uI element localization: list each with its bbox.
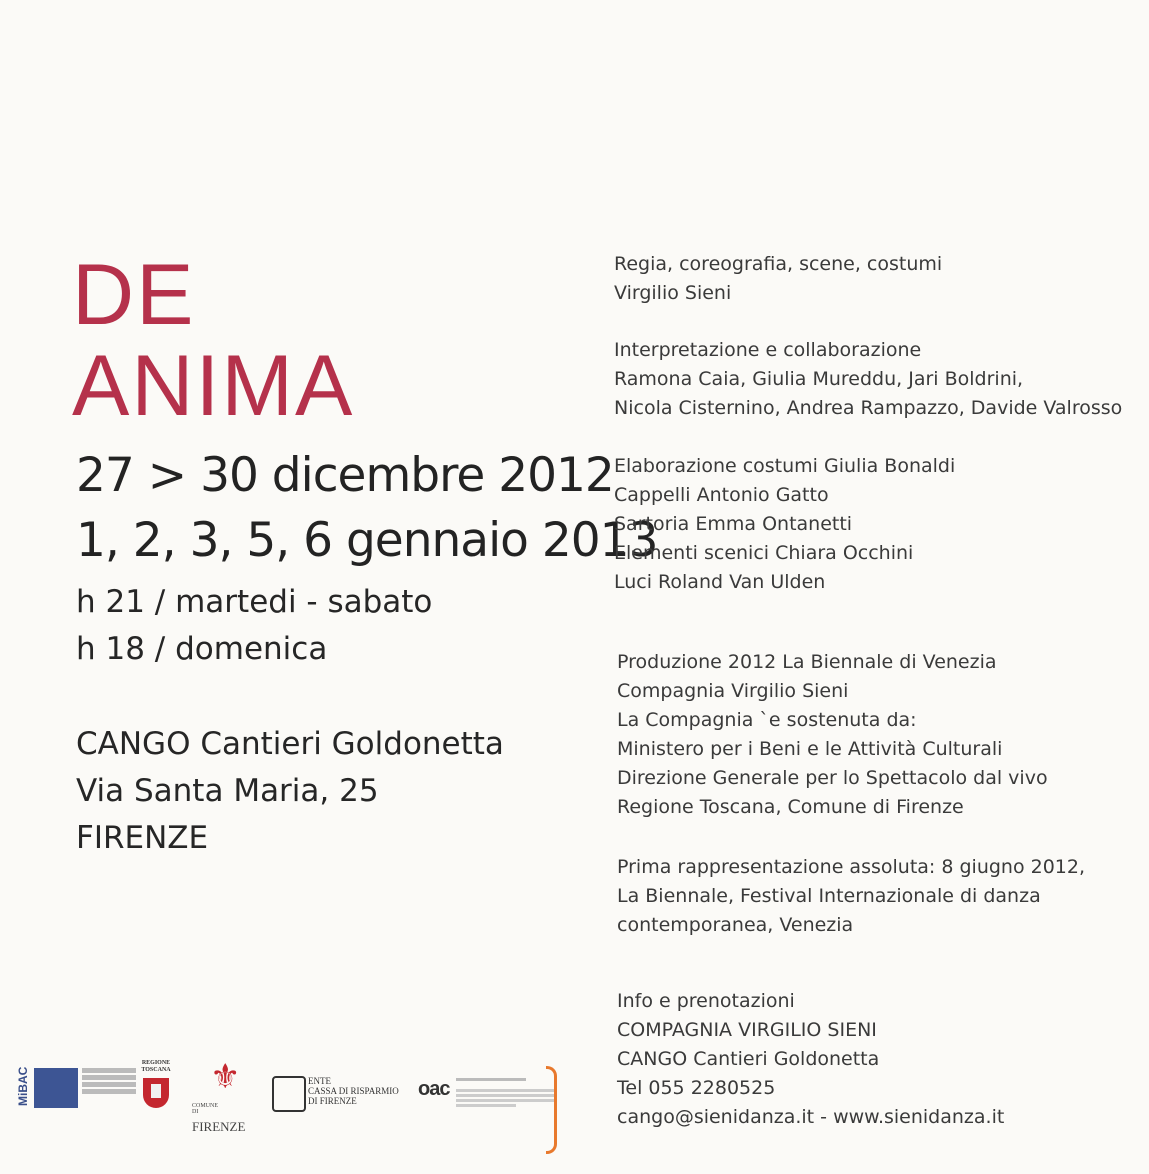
mibac-label: MiBAC [16,1066,30,1106]
venue-address: Via Santa Maria, 25 [76,773,379,809]
ente-emblem-icon [272,1076,306,1112]
credit-line: Ministero per i Beni e le Attività Culturali [617,738,1003,760]
dates-december: 27 > 30 dicembre 2012 [76,448,614,503]
credit-line: Direzione Generale per lo Spettacolo dal vivo [617,767,1048,789]
credits-production [617,648,1048,822]
credit-line: Prima rappresentazione assoluta: 8 giugno 2012, [617,856,1086,878]
regione-toscana-logo [136,1060,176,1124]
info-company: COMPAGNIA VIRGILIO SIENI [617,1019,877,1041]
credit-line: Regia, coreografia, scene, costumi [614,253,943,275]
ente-cassa-risparmio-logo [272,1060,412,1124]
credit-line: Compagnia Virgilio Sieni [617,680,849,702]
credit-line: Elaborazione costumi Giulia Bonaldi [614,455,956,477]
credit-line: Luci Roland Van Ulden [614,571,826,593]
firenze-label: FIRENZE [192,1119,246,1134]
credits-premiere [617,853,1085,940]
credit-line: Cappelli Antonio Gatto [614,484,829,506]
fleur-de-lis-icon: ⚜ [210,1057,241,1097]
toscana-shield-icon [143,1078,169,1108]
title-line-2: ANIMA [72,338,355,434]
venue-name: CANGO Cantieri Goldonetta [76,726,504,762]
info-contacts[interactable]: cango@sienidanza.it - www.sienidanza.it [617,1106,1005,1128]
mibac-emblem-icon [34,1068,78,1108]
title-line-1: DE [72,247,196,343]
oac-fine-print [456,1076,556,1109]
venue-city: FIRENZE [76,820,209,856]
credits-direction [614,250,942,308]
orange-bracket-icon [546,1066,557,1154]
mibac-fine-print [82,1066,136,1096]
ente-line: CASSA DI RISPARMIO [308,1086,399,1096]
credit-line: La Biennale, Festival Internazionale di danza [617,885,1041,907]
oac-logo [418,1060,558,1124]
info-phone[interactable]: Tel 055 2280525 [617,1077,776,1099]
credits-info [617,987,1004,1132]
dates-january: 1, 2, 3, 5, 6 gennaio 2013 [76,513,658,568]
credit-line: Elementi scenici Chiara Occhini [614,542,914,564]
mibac-logo [16,1060,136,1124]
credit-line: contemporanea, Venezia [617,914,854,936]
credit-line: Nicola Cisternino, Andrea Rampazzo, Davide Valrosso [614,397,1123,419]
credit-line: Regione Toscana, Comune di Firenze [617,796,964,818]
comune-firenze-logo [190,1057,260,1134]
credit-line: Sartoria Emma Ontanetti [614,513,853,535]
credit-line: Interpretazione e collaborazione [614,339,922,361]
ente-line: ENTE [308,1076,331,1086]
info-venue: CANGO Cantieri Goldonetta [617,1048,880,1070]
regione-toscana-label: REGIONE TOSCANA [141,1060,171,1073]
ente-line: DI FIRENZE [308,1096,357,1106]
hours-weekday: h 21 / martedi - sabato [76,584,433,620]
credits-performers [614,336,1122,423]
credit-line: Produzione 2012 La Biennale di Venezia [617,651,997,673]
credit-line: La Compagnia `e sostenuta da: [617,709,917,731]
info-heading: Info e prenotazioni [617,990,795,1012]
credit-line: Virgilio Sieni [614,282,732,304]
credit-line: Ramona Caia, Giulia Mureddu, Jari Boldrini, [614,368,1024,390]
credits-crew [614,452,955,597]
comune-label: COMUNE DI [192,1103,219,1115]
hours-sunday: h 18 / domenica [76,631,328,667]
oac-label: oac [418,1078,450,1100]
